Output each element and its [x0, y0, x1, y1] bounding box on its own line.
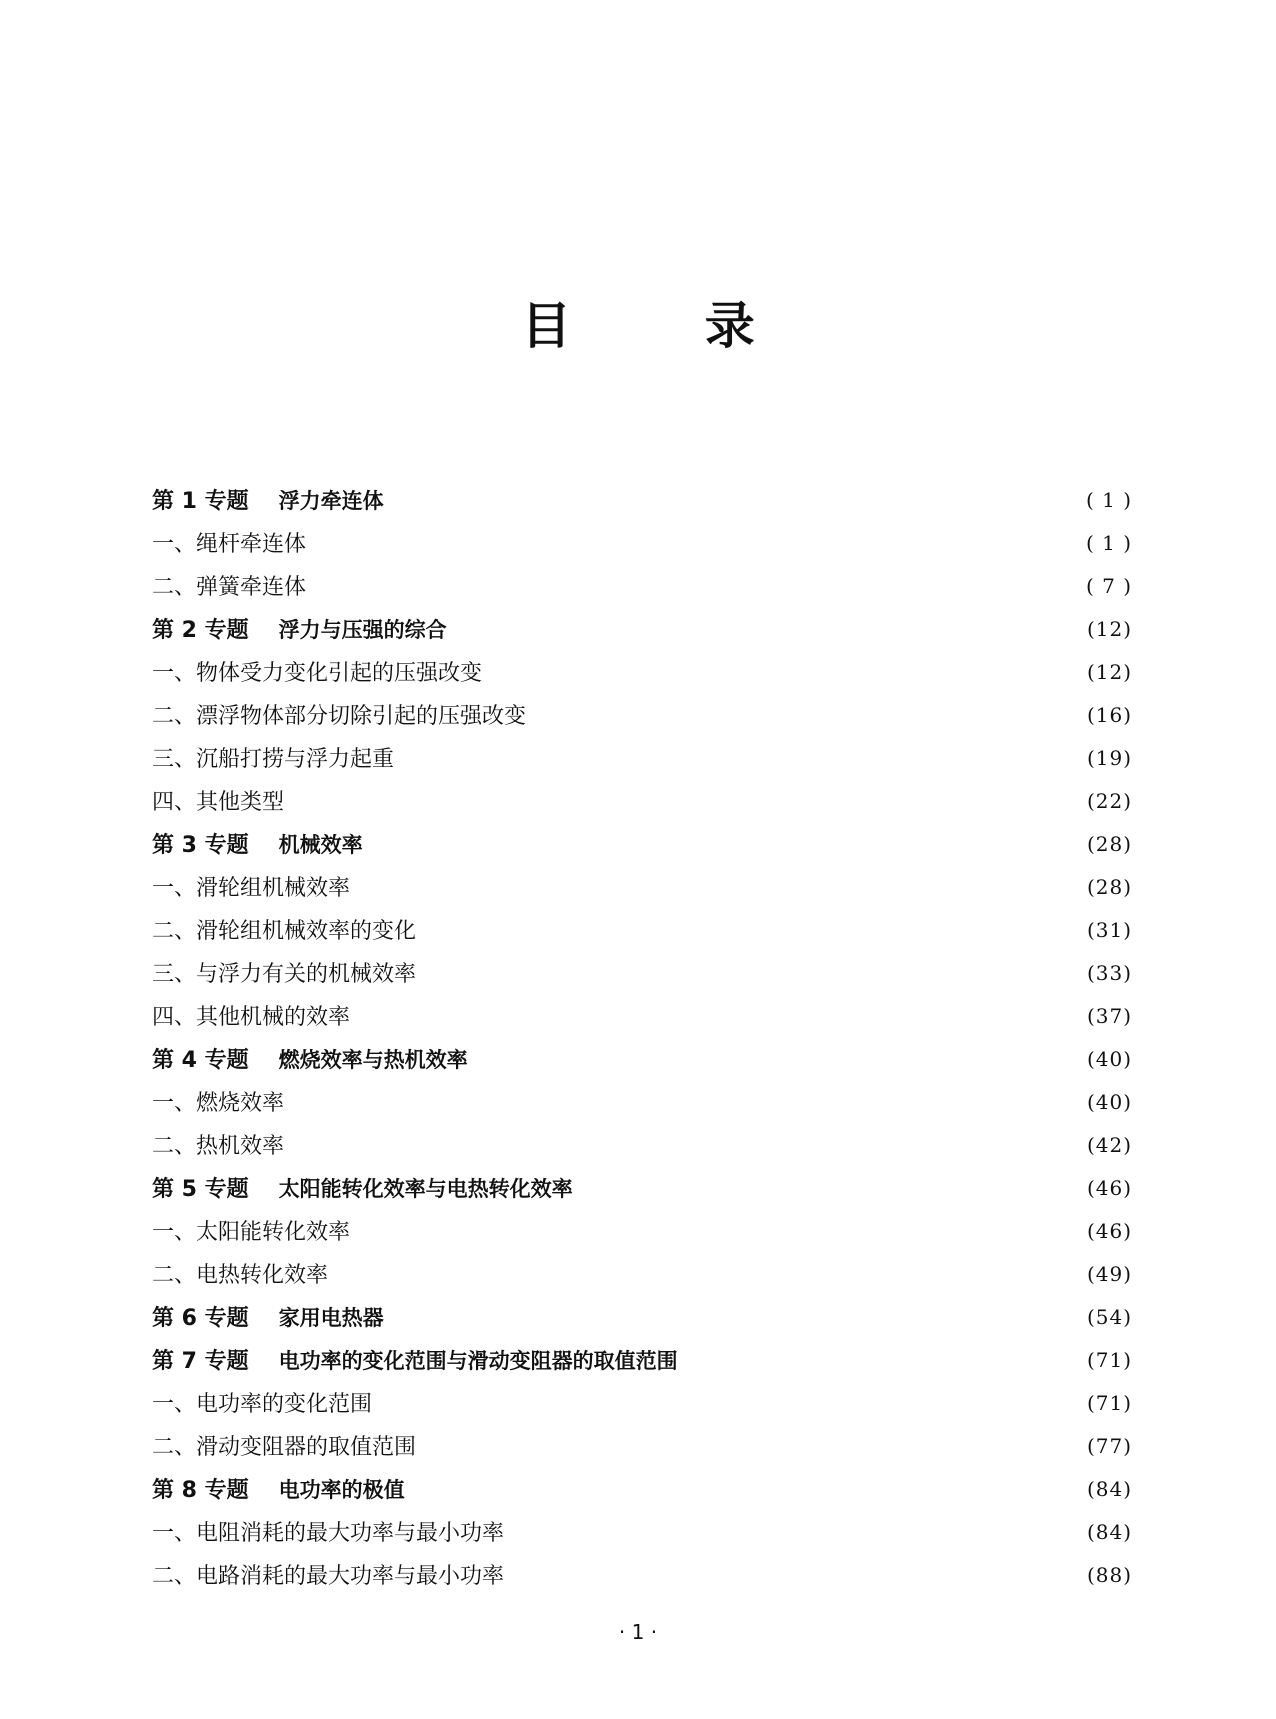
section-title: 二、电热转化效率: [152, 1263, 329, 1288]
toc-section-entry[interactable]: [152, 1510, 1132, 1553]
section-title: 二、滑动变阻器的取值范围: [152, 1435, 417, 1460]
page-reference: ( 1 ): [1085, 530, 1132, 555]
toc-chapter-entry[interactable]: [152, 1467, 1132, 1510]
toc-section-entry[interactable]: [152, 736, 1132, 779]
dot-leader: [585, 1177, 1077, 1199]
dot-leader: [416, 919, 1077, 941]
dot-leader: [526, 704, 1077, 726]
page-reference: (16): [1086, 702, 1132, 727]
section-title: 一、电阻消耗的最大功率与最小功率: [152, 1521, 505, 1546]
chapter-title: 机械效率: [278, 832, 363, 857]
section-title: 一、电功率的变化范围: [152, 1392, 373, 1417]
page-reference: (84): [1086, 1476, 1132, 1501]
dot-leader: [328, 1263, 1077, 1285]
section-title: 一、太阳能转化效率: [152, 1220, 351, 1245]
page-reference: (28): [1086, 874, 1132, 899]
page-reference: (40): [1086, 1046, 1132, 1071]
dot-leader: [504, 1564, 1077, 1586]
page-reference: (46): [1086, 1175, 1132, 1200]
toc-section-entry[interactable]: [152, 994, 1132, 1037]
chapter-number: 第 7 专题: [152, 1349, 249, 1374]
page-reference: (12): [1086, 616, 1132, 641]
toc-section-entry[interactable]: [152, 865, 1132, 908]
page-reference: ( 1 ): [1085, 487, 1132, 512]
toc-chapter-entry[interactable]: [152, 822, 1132, 865]
page-reference: (46): [1086, 1218, 1132, 1243]
page-reference: (88): [1086, 1562, 1132, 1587]
dot-leader: [284, 790, 1077, 812]
section-title: 一、滑轮组机械效率: [152, 876, 351, 901]
section-title: 四、其他机械的效率: [152, 1005, 351, 1030]
section-title: 二、滑轮组机械效率的变化: [152, 919, 417, 944]
page-reference: (19): [1086, 745, 1132, 770]
dot-leader: [396, 489, 1076, 511]
section-title: 二、漂浮物体部分切除引起的压强改变: [152, 704, 527, 729]
page-reference: (40): [1086, 1089, 1132, 1114]
page-title: 目 录: [521, 296, 813, 355]
page-reference: (42): [1086, 1132, 1132, 1157]
section-title: 一、燃烧效率: [152, 1091, 285, 1116]
chapter-number: 第 2 专题: [152, 618, 249, 643]
chapter-number: 第 4 专题: [152, 1048, 249, 1073]
page-reference: (49): [1086, 1261, 1132, 1286]
toc-section-entry[interactable]: [152, 1424, 1132, 1467]
section-title: 二、热机效率: [152, 1134, 285, 1159]
section-title: 三、与浮力有关的机械效率: [152, 962, 417, 987]
page-reference: (54): [1086, 1304, 1132, 1329]
chapter-number: 第 5 专题: [152, 1177, 249, 1202]
page-reference: ( 7 ): [1085, 573, 1132, 598]
toc-section-entry[interactable]: [152, 908, 1132, 951]
toc-section-entry[interactable]: [152, 1252, 1132, 1295]
page-reference: (22): [1086, 788, 1132, 813]
page-reference: (33): [1086, 960, 1132, 985]
page-reference: (31): [1086, 917, 1132, 942]
page-reference: (77): [1086, 1433, 1132, 1458]
toc-chapter-entry[interactable]: [152, 1037, 1132, 1080]
toc-section-entry[interactable]: [152, 1209, 1132, 1252]
chapter-number: 第 3 专题: [152, 833, 249, 858]
dot-leader: [394, 747, 1077, 769]
dot-leader: [417, 1478, 1077, 1500]
toc-section-entry[interactable]: [152, 1381, 1132, 1424]
dot-leader: [350, 876, 1077, 898]
dot-leader: [350, 1220, 1077, 1242]
section-title: 一、物体受力变化引起的压强改变: [152, 661, 483, 686]
toc-section-entry[interactable]: [152, 650, 1132, 693]
chapter-number: 第 1 专题: [152, 489, 249, 514]
section-title: 二、电路消耗的最大功率与最小功率: [152, 1564, 505, 1589]
toc-section-entry[interactable]: [152, 779, 1132, 822]
section-title: 三、沉船打捞与浮力起重: [152, 747, 395, 772]
dot-leader: [504, 1521, 1077, 1543]
dot-leader: [482, 661, 1077, 683]
dot-leader: [284, 1091, 1077, 1113]
toc-section-entry[interactable]: [152, 951, 1132, 994]
chapter-title: 家用电热器: [278, 1305, 384, 1330]
chapter-title: 太阳能转化效率与电热转化效率: [278, 1176, 573, 1201]
section-title: 四、其他类型: [152, 790, 285, 815]
dot-leader: [350, 1005, 1077, 1027]
dot-leader: [416, 962, 1077, 984]
page-reference: (71): [1086, 1347, 1132, 1372]
page-reference: (12): [1086, 659, 1132, 684]
chapter-title: 燃烧效率与热机效率: [278, 1047, 468, 1072]
chapter-title: 电功率的极值: [278, 1477, 405, 1502]
dot-leader: [690, 1349, 1077, 1371]
dot-leader: [372, 1392, 1077, 1414]
section-title: 一、绳杆牵连体: [152, 532, 307, 557]
dot-leader: [306, 575, 1076, 597]
dot-leader: [416, 1435, 1077, 1457]
toc-section-entry[interactable]: [152, 1553, 1132, 1596]
toc-section-entry[interactable]: [152, 693, 1132, 736]
chapter-title: 浮力牵连体: [278, 488, 384, 513]
chapter-number: 第 6 专题: [152, 1306, 249, 1331]
dot-leader: [480, 1048, 1077, 1070]
toc-chapter-entry[interactable]: [152, 1295, 1132, 1338]
page-reference: (28): [1086, 831, 1132, 856]
toc-chapter-entry[interactable]: [152, 607, 1132, 650]
toc-section-entry[interactable]: [152, 521, 1132, 564]
dot-leader: [284, 1134, 1077, 1156]
toc-chapter-entry[interactable]: [152, 1166, 1132, 1209]
dot-leader: [306, 532, 1076, 554]
chapter-title: 电功率的变化范围与滑动变阻器的取值范围: [278, 1348, 678, 1373]
page-reference: (37): [1086, 1003, 1132, 1028]
toc-section-entry[interactable]: [152, 1123, 1132, 1166]
page-number-footer: · 1 ·: [618, 1620, 658, 1644]
chapter-number: 第 8 专题: [152, 1478, 249, 1503]
page-reference: (71): [1086, 1390, 1132, 1415]
dot-leader: [459, 618, 1077, 640]
chapter-title: 浮力与压强的综合: [278, 617, 447, 642]
toc-chapter-entry[interactable]: [152, 1338, 1132, 1381]
table-of-contents: [152, 478, 1132, 1596]
dot-leader: [375, 833, 1077, 855]
toc-section-entry[interactable]: [152, 564, 1132, 607]
page-reference: (84): [1086, 1519, 1132, 1544]
section-title: 二、弹簧牵连体: [152, 575, 307, 600]
toc-section-entry[interactable]: [152, 1080, 1132, 1123]
dot-leader: [396, 1306, 1077, 1328]
toc-chapter-entry[interactable]: [152, 478, 1132, 521]
